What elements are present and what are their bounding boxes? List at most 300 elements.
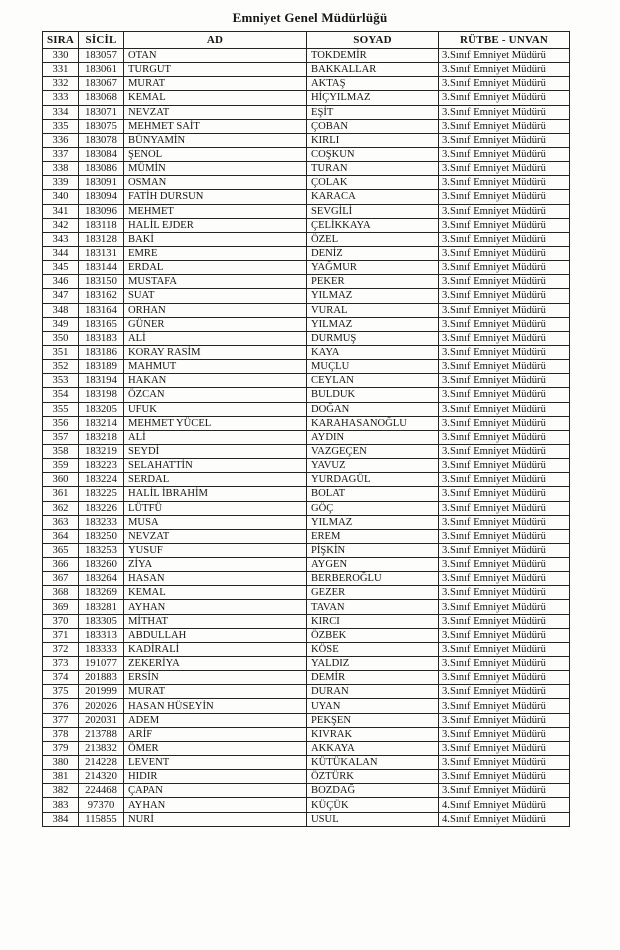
cell-rutbe-unvan: 3.Sınıf Emniyet Müdürü [439,713,570,727]
cell-soyad: KÜÇÜK [307,798,439,812]
cell-sira: 382 [43,784,79,798]
cell-sicil: 183333 [79,642,124,656]
cell-sira: 331 [43,63,79,77]
cell-rutbe-unvan: 3.Sınıf Emniyet Müdürü [439,261,570,275]
cell-sira: 370 [43,614,79,628]
cell-rutbe-unvan: 3.Sınıf Emniyet Müdürü [439,77,570,91]
cell-sicil: 115855 [79,812,124,826]
table-row [43,402,570,416]
cell-sira: 366 [43,558,79,572]
cell-rutbe-unvan: 3.Sınıf Emniyet Müdürü [439,133,570,147]
cell-soyad: YAVUZ [307,459,439,473]
table-row [43,515,570,529]
cell-soyad: BULDUK [307,388,439,402]
cell-ad: KADİRALİ [124,642,307,656]
cell-soyad: PİŞKİN [307,543,439,557]
cell-sira: 384 [43,812,79,826]
cell-sicil: 183094 [79,190,124,204]
cell-sicil: 214228 [79,756,124,770]
column-header-sicil: SİCİL [79,32,124,49]
cell-rutbe-unvan: 3.Sınıf Emniyet Müdürü [439,628,570,642]
table-row [43,812,570,826]
cell-soyad: ÇOBAN [307,119,439,133]
cell-sira: 355 [43,402,79,416]
cell-ad: AYHAN [124,600,307,614]
cell-ad: AYHAN [124,798,307,812]
cell-soyad: KIRCI [307,614,439,628]
cell-soyad: GEZER [307,586,439,600]
cell-soyad: KARAHASANOĞLU [307,416,439,430]
cell-ad: KEMAL [124,586,307,600]
cell-sicil: 224468 [79,784,124,798]
cell-sira: 379 [43,741,79,755]
cell-sira: 373 [43,657,79,671]
column-header-sira: SIRA [43,32,79,49]
cell-sira: 335 [43,119,79,133]
cell-sira: 352 [43,360,79,374]
table-row [43,190,570,204]
cell-rutbe-unvan: 3.Sınıf Emniyet Müdürü [439,459,570,473]
cell-sicil: 97370 [79,798,124,812]
cell-ad: MEHMET [124,204,307,218]
cell-soyad: KARACA [307,190,439,204]
cell-soyad: MUÇLU [307,360,439,374]
cell-sira: 362 [43,501,79,515]
cell-soyad: KIRLI [307,133,439,147]
table-row [43,218,570,232]
cell-rutbe-unvan: 3.Sınıf Emniyet Müdürü [439,218,570,232]
cell-soyad: DURMUŞ [307,331,439,345]
cell-rutbe-unvan: 3.Sınıf Emniyet Müdürü [439,246,570,260]
cell-rutbe-unvan: 3.Sınıf Emniyet Müdürü [439,289,570,303]
cell-sira: 342 [43,218,79,232]
table-row [43,444,570,458]
cell-sicil: 183162 [79,289,124,303]
cell-rutbe-unvan: 3.Sınıf Emniyet Müdürü [439,657,570,671]
cell-sicil: 214320 [79,770,124,784]
cell-sira: 367 [43,572,79,586]
cell-ad: NEVZAT [124,105,307,119]
cell-rutbe-unvan: 3.Sınıf Emniyet Müdürü [439,388,570,402]
cell-sira: 346 [43,275,79,289]
cell-soyad: ÖZBEK [307,628,439,642]
cell-soyad: DEMİR [307,671,439,685]
table-row [43,459,570,473]
cell-soyad: ÖZTÜRK [307,770,439,784]
cell-soyad: YILMAZ [307,515,439,529]
cell-soyad: DENİZ [307,246,439,260]
cell-sicil: 183219 [79,444,124,458]
table-row [43,119,570,133]
cell-sira: 383 [43,798,79,812]
cell-soyad: GÖÇ [307,501,439,515]
cell-soyad: BAKKALLAR [307,63,439,77]
cell-rutbe-unvan: 3.Sınıf Emniyet Müdürü [439,741,570,755]
cell-sicil: 183150 [79,275,124,289]
cell-rutbe-unvan: 3.Sınıf Emniyet Müdürü [439,430,570,444]
cell-ad: ÖZCAN [124,388,307,402]
cell-ad: ERDAL [124,261,307,275]
cell-sicil: 183067 [79,77,124,91]
table-row [43,303,570,317]
cell-sicil: 183223 [79,459,124,473]
cell-sira: 375 [43,685,79,699]
cell-sira: 330 [43,49,79,63]
table-row [43,162,570,176]
cell-soyad: SEVGİLİ [307,204,439,218]
table-row [43,699,570,713]
cell-sicil: 183091 [79,176,124,190]
cell-sicil: 183144 [79,261,124,275]
cell-sira: 372 [43,642,79,656]
cell-rutbe-unvan: 3.Sınıf Emniyet Müdürü [439,360,570,374]
cell-sicil: 191077 [79,657,124,671]
cell-ad: HASAN [124,572,307,586]
cell-ad: ORHAN [124,303,307,317]
cell-ad: KORAY RASİM [124,345,307,359]
cell-sicil: 183189 [79,360,124,374]
cell-ad: MURAT [124,77,307,91]
cell-rutbe-unvan: 3.Sınıf Emniyet Müdürü [439,473,570,487]
cell-sicil: 183269 [79,586,124,600]
cell-sicil: 183078 [79,133,124,147]
cell-rutbe-unvan: 3.Sınıf Emniyet Müdürü [439,331,570,345]
cell-ad: FATİH DURSUN [124,190,307,204]
cell-rutbe-unvan: 4.Sınıf Emniyet Müdürü [439,812,570,826]
cell-sicil: 202026 [79,699,124,713]
cell-soyad: UYAN [307,699,439,713]
cell-rutbe-unvan: 3.Sınıf Emniyet Müdürü [439,685,570,699]
cell-rutbe-unvan: 3.Sınıf Emniyet Müdürü [439,232,570,246]
cell-ad: HIDIR [124,770,307,784]
cell-rutbe-unvan: 3.Sınıf Emniyet Müdürü [439,63,570,77]
cell-ad: ÖMER [124,741,307,755]
cell-ad: SEYDİ [124,444,307,458]
cell-rutbe-unvan: 3.Sınıf Emniyet Müdürü [439,345,570,359]
cell-rutbe-unvan: 3.Sınıf Emniyet Müdürü [439,642,570,656]
cell-soyad: BOZDAĞ [307,784,439,798]
cell-sira: 337 [43,147,79,161]
cell-sicil: 183205 [79,402,124,416]
cell-soyad: AKKAYA [307,741,439,755]
cell-ad: SELAHATTİN [124,459,307,473]
cell-rutbe-unvan: 3.Sınıf Emniyet Müdürü [439,119,570,133]
cell-rutbe-unvan: 3.Sınıf Emniyet Müdürü [439,105,570,119]
cell-ad: HASAN HÜSEYİN [124,699,307,713]
cell-sira: 354 [43,388,79,402]
cell-sicil: 183096 [79,204,124,218]
table-row [43,543,570,557]
cell-ad: GÜNER [124,317,307,331]
cell-sira: 350 [43,331,79,345]
cell-ad: LEVENT [124,756,307,770]
cell-ad: MÜMİN [124,162,307,176]
cell-soyad: VURAL [307,303,439,317]
cell-sira: 334 [43,105,79,119]
cell-soyad: TOKDEMİR [307,49,439,63]
cell-rutbe-unvan: 3.Sınıf Emniyet Müdürü [439,204,570,218]
cell-soyad: AYGEN [307,558,439,572]
table-row [43,713,570,727]
cell-rutbe-unvan: 3.Sınıf Emniyet Müdürü [439,543,570,557]
cell-soyad: YILMAZ [307,289,439,303]
cell-rutbe-unvan: 4.Sınıf Emniyet Müdürü [439,798,570,812]
cell-rutbe-unvan: 3.Sınıf Emniyet Müdürü [439,317,570,331]
cell-sira: 377 [43,713,79,727]
cell-sira: 380 [43,756,79,770]
cell-ad: MİTHAT [124,614,307,628]
cell-sira: 349 [43,317,79,331]
table-row [43,176,570,190]
cell-ad: SUAT [124,289,307,303]
cell-ad: MUSTAFA [124,275,307,289]
cell-rutbe-unvan: 3.Sınıf Emniyet Müdürü [439,49,570,63]
cell-sira: 353 [43,374,79,388]
table-row [43,345,570,359]
cell-sicil: 183071 [79,105,124,119]
cell-sira: 356 [43,416,79,430]
cell-sicil: 183186 [79,345,124,359]
table-row [43,741,570,755]
cell-sicil: 183086 [79,162,124,176]
cell-rutbe-unvan: 3.Sınıf Emniyet Müdürü [439,558,570,572]
cell-ad: HALİL İBRAHİM [124,487,307,501]
cell-ad: ZİYA [124,558,307,572]
cell-sicil: 183165 [79,317,124,331]
cell-sira: 338 [43,162,79,176]
cell-soyad: KÖSE [307,642,439,656]
cell-sira: 347 [43,289,79,303]
cell-sira: 363 [43,515,79,529]
table-row [43,204,570,218]
cell-rutbe-unvan: 3.Sınıf Emniyet Müdürü [439,444,570,458]
table-row [43,784,570,798]
table-row [43,63,570,77]
cell-soyad: TAVAN [307,600,439,614]
cell-sicil: 183313 [79,628,124,642]
cell-ad: ABDULLAH [124,628,307,642]
cell-sira: 358 [43,444,79,458]
cell-soyad: YURDAGÜL [307,473,439,487]
cell-sira: 374 [43,671,79,685]
cell-sira: 360 [43,473,79,487]
cell-rutbe-unvan: 3.Sınıf Emniyet Müdürü [439,147,570,161]
table-row [43,331,570,345]
cell-ad: NEVZAT [124,529,307,543]
cell-sira: 361 [43,487,79,501]
cell-sicil: 202031 [79,713,124,727]
cell-ad: YUSUF [124,543,307,557]
cell-rutbe-unvan: 3.Sınıf Emniyet Müdürü [439,374,570,388]
cell-rutbe-unvan: 3.Sınıf Emniyet Müdürü [439,614,570,628]
cell-rutbe-unvan: 3.Sınıf Emniyet Müdürü [439,756,570,770]
table-row [43,642,570,656]
table-row [43,727,570,741]
table-row [43,501,570,515]
cell-ad: HALİL EJDER [124,218,307,232]
table-row [43,756,570,770]
table-row [43,487,570,501]
table-row [43,261,570,275]
cell-ad: KEMAL [124,91,307,105]
cell-rutbe-unvan: 3.Sınıf Emniyet Müdürü [439,416,570,430]
table-row [43,600,570,614]
cell-ad: MURAT [124,685,307,699]
cell-soyad: BERBEROĞLU [307,572,439,586]
cell-ad: ÇAPAN [124,784,307,798]
cell-ad: ZEKERİYA [124,657,307,671]
cell-ad: HAKAN [124,374,307,388]
table-row [43,430,570,444]
cell-rutbe-unvan: 3.Sınıf Emniyet Müdürü [439,727,570,741]
table-row [43,246,570,260]
cell-ad: SERDAL [124,473,307,487]
cell-rutbe-unvan: 3.Sınıf Emniyet Müdürü [439,784,570,798]
cell-rutbe-unvan: 3.Sınıf Emniyet Müdürü [439,699,570,713]
cell-sicil: 183068 [79,91,124,105]
cell-sicil: 183250 [79,529,124,543]
cell-sira: 351 [43,345,79,359]
cell-rutbe-unvan: 3.Sınıf Emniyet Müdürü [439,176,570,190]
cell-soyad: VAZGEÇEN [307,444,439,458]
table-row [43,275,570,289]
cell-sicil: 183057 [79,49,124,63]
cell-ad: LÜTFÜ [124,501,307,515]
cell-ad: UFUK [124,402,307,416]
cell-ad: MUSA [124,515,307,529]
cell-soyad: HİÇYILMAZ [307,91,439,105]
cell-soyad: EŞİT [307,105,439,119]
cell-sicil: 183061 [79,63,124,77]
cell-sicil: 183305 [79,614,124,628]
cell-rutbe-unvan: 3.Sınıf Emniyet Müdürü [439,190,570,204]
cell-soyad: DOĞAN [307,402,439,416]
cell-ad: ARİF [124,727,307,741]
cell-rutbe-unvan: 3.Sınıf Emniyet Müdürü [439,402,570,416]
cell-sicil: 183075 [79,119,124,133]
cell-ad: MAHMUT [124,360,307,374]
cell-soyad: KAYA [307,345,439,359]
cell-sira: 378 [43,727,79,741]
cell-soyad: KÜTÜKALAN [307,756,439,770]
column-header-ad: AD [124,32,307,49]
table-row [43,572,570,586]
cell-ad: ALİ [124,430,307,444]
cell-sicil: 183264 [79,572,124,586]
cell-sicil: 183118 [79,218,124,232]
column-header-rutbe-unvan: RÜTBE - UNVAN [439,32,570,49]
table-row [43,232,570,246]
table-row [43,628,570,642]
cell-sira: 357 [43,430,79,444]
cell-sira: 364 [43,529,79,543]
table-row [43,770,570,784]
cell-sicil: 183183 [79,331,124,345]
cell-ad: NURİ [124,812,307,826]
table-row [43,671,570,685]
table-row [43,374,570,388]
cell-sicil: 201883 [79,671,124,685]
cell-rutbe-unvan: 3.Sınıf Emniyet Müdürü [439,275,570,289]
cell-rutbe-unvan: 3.Sınıf Emniyet Müdürü [439,91,570,105]
cell-ad: MEHMET YÜCEL [124,416,307,430]
cell-sicil: 183225 [79,487,124,501]
cell-sira: 376 [43,699,79,713]
cell-soyad: ÇELİKKAYA [307,218,439,232]
table-row [43,473,570,487]
table-row [43,685,570,699]
cell-sira: 341 [43,204,79,218]
cell-soyad: COŞKUN [307,147,439,161]
cell-ad: OSMAN [124,176,307,190]
cell-sira: 348 [43,303,79,317]
cell-sicil: 183164 [79,303,124,317]
cell-sira: 336 [43,133,79,147]
cell-ad: EMRE [124,246,307,260]
cell-rutbe-unvan: 3.Sınıf Emniyet Müdürü [439,303,570,317]
table-row [43,657,570,671]
cell-ad: ALİ [124,331,307,345]
cell-soyad: BOLAT [307,487,439,501]
cell-rutbe-unvan: 3.Sınıf Emniyet Müdürü [439,770,570,784]
table-row [43,49,570,63]
cell-soyad: PEKER [307,275,439,289]
cell-soyad: EREM [307,529,439,543]
page-title: Emniyet Genel Müdürlüğü [232,10,388,25]
cell-soyad: YALDIZ [307,657,439,671]
table-row [43,77,570,91]
cell-soyad: AYDIN [307,430,439,444]
cell-sicil: 183224 [79,473,124,487]
table-header-row [43,32,570,49]
cell-ad: BAKİ [124,232,307,246]
cell-rutbe-unvan: 3.Sınıf Emniyet Müdürü [439,671,570,685]
cell-soyad: DURAN [307,685,439,699]
cell-sira: 339 [43,176,79,190]
cell-soyad: YAĞMUR [307,261,439,275]
table-row [43,360,570,374]
cell-soyad: YILMAZ [307,317,439,331]
cell-sicil: 201999 [79,685,124,699]
cell-sira: 340 [43,190,79,204]
cell-ad: BÜNYAMİN [124,133,307,147]
table-row [43,289,570,303]
cell-sicil: 183084 [79,147,124,161]
cell-sicil: 183218 [79,430,124,444]
cell-rutbe-unvan: 3.Sınıf Emniyet Müdürü [439,487,570,501]
personnel-table [42,31,570,827]
table-row [43,529,570,543]
cell-sira: 343 [43,232,79,246]
cell-soyad: CEYLAN [307,374,439,388]
cell-sira: 365 [43,543,79,557]
cell-sicil: 183131 [79,246,124,260]
table-row [43,416,570,430]
table-row [43,558,570,572]
cell-sicil: 183226 [79,501,124,515]
cell-soyad: USUL [307,812,439,826]
cell-ad: OTAN [124,49,307,63]
cell-rutbe-unvan: 3.Sınıf Emniyet Müdürü [439,586,570,600]
cell-sira: 333 [43,91,79,105]
cell-sicil: 183253 [79,543,124,557]
cell-sicil: 183281 [79,600,124,614]
cell-soyad: PEKŞEN [307,713,439,727]
cell-soyad: AKTAŞ [307,77,439,91]
cell-sicil: 213788 [79,727,124,741]
cell-soyad: TURAN [307,162,439,176]
cell-sira: 344 [43,246,79,260]
